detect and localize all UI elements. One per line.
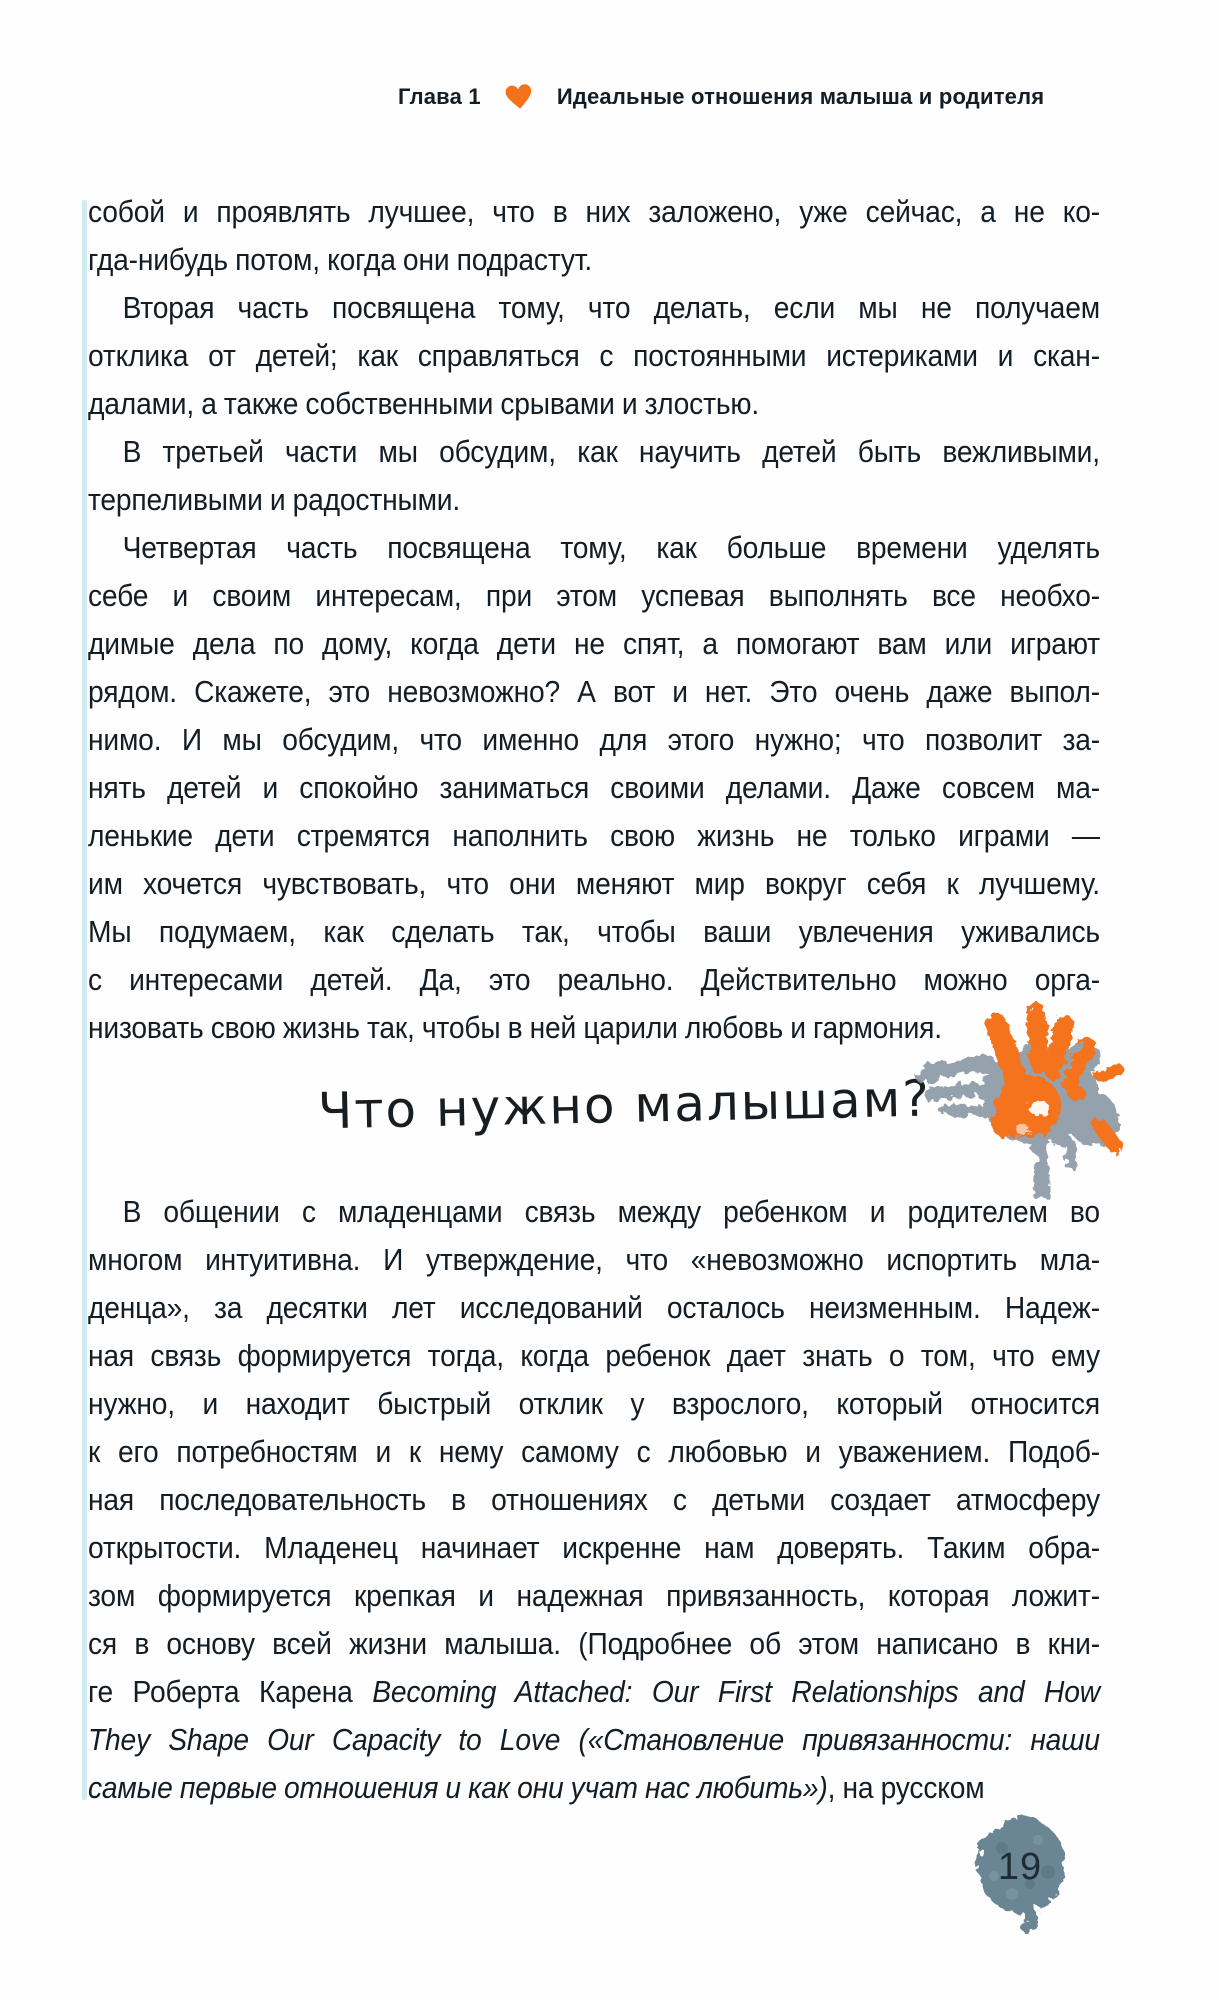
text-line: многом интуитивна. И утверждение, что «невозможно испортить мла- [88,1242,1100,1277]
text-line: денца», за десятки лет исследований осталось неизменным. Надеж- [88,1290,1100,1325]
text-line: ная связь формируется тогда, когда ребенок дает знать о том, что ему [88,1338,1100,1373]
paragraph [88,284,1100,428]
heart-icon [505,84,533,110]
text-line: к его потребностям и к нему самому с любовью и уважением. Подоб- [88,1434,1100,1469]
running-head-title: Идеальные отношения малыша и родителя [556,84,1045,109]
text-line: терпеливыми и радостными. [88,482,461,517]
text-line: далами, а также собственными срывами и злостью. [88,386,759,421]
text-line: зом формируется крепкая и надежная привязанность, которая ложит- [88,1578,1100,1613]
text-line: нужно, и находит быстрый отклик у взрослого, который относится [88,1386,1100,1421]
child-handprint-illustration [912,998,1127,1203]
text-line: ся в основу всей жизни малыша. (Подробнее об этом написано в кни- [88,1626,1100,1661]
text-line: Мы подумаем, как сделать так, чтобы ваши увлечения уживались [88,914,1100,949]
text-line: димые дела по дому, когда дети не спят, а помогают вам или играют [88,626,1100,661]
text-line: открытости. Младенец начинает искренне нам доверять. Таким обра- [88,1530,1100,1565]
section-heading: Что нужно малышам? [317,1069,932,1141]
text-line: с интересами детей. Да, это реально. Действительно можно орга- [88,962,1100,997]
running-head [398,84,1044,110]
body-text-bottom [88,1188,1100,1812]
text-line: ленькие дети стремятся наполнить свою жизнь не только играми — [88,818,1100,853]
paragraph [88,524,1100,1052]
text-line: ная последовательность в отношениях с детьми создает атмосферу [88,1482,1100,1517]
paragraph [88,188,1100,284]
text-line: ге Роберта Карена Becoming Attached: Our First Relationships and How [88,1674,1100,1709]
paragraph [88,1188,1100,1812]
page-number: 19 [997,1846,1043,1888]
body-text-top [88,188,1100,1052]
text-line: собой и проявлять лучшее, что в них заложено, уже сейчас, а не ко- [88,194,1100,229]
text-line: нять детей и спокойно заниматься своими делами. Даже совсем ма- [88,770,1100,805]
text-line: себе и своим интересам, при этом успевая выполнять все необхо- [88,578,1100,613]
text-line: нимо. И мы обсудим, что именно для этого нужно; что позволит за- [88,722,1100,757]
text-line: самые первые отношения и как они учат нас любить»), на русском [88,1770,985,1805]
text-line: В третьей части мы обсудим, как научить детей быть вежливыми, [122,434,1100,469]
text-line: Вторая часть посвящена тому, что делать, если мы не получаем [122,290,1100,325]
chapter-label: Глава 1 [398,84,481,109]
text-line: им хочется чувствовать, что они меняют мир вокруг себя к лучшему. [88,866,1100,901]
text-line: рядом. Скажете, это невозможно? А вот и нет. Это очень даже выпол- [88,674,1100,709]
text-line: низовать свою жизнь так, чтобы в ней царили любовь и гармония. [88,1010,942,1045]
text-line: They Shape Our Capacity to Love («Становление привязанности: наши [88,1722,1100,1757]
paragraph [88,428,1100,524]
text-line: отклика от детей; как справляться с постоянными истериками и скан- [88,338,1100,373]
scan-artifact [82,200,87,1800]
text-line: гда-нибудь потом, когда они подрастут. [88,242,593,277]
text-line: Четвертая часть посвящена тому, как больше времени уделять [122,530,1100,565]
text-line: В общении с младенцами связь между ребенком и родителем во [122,1194,1100,1229]
